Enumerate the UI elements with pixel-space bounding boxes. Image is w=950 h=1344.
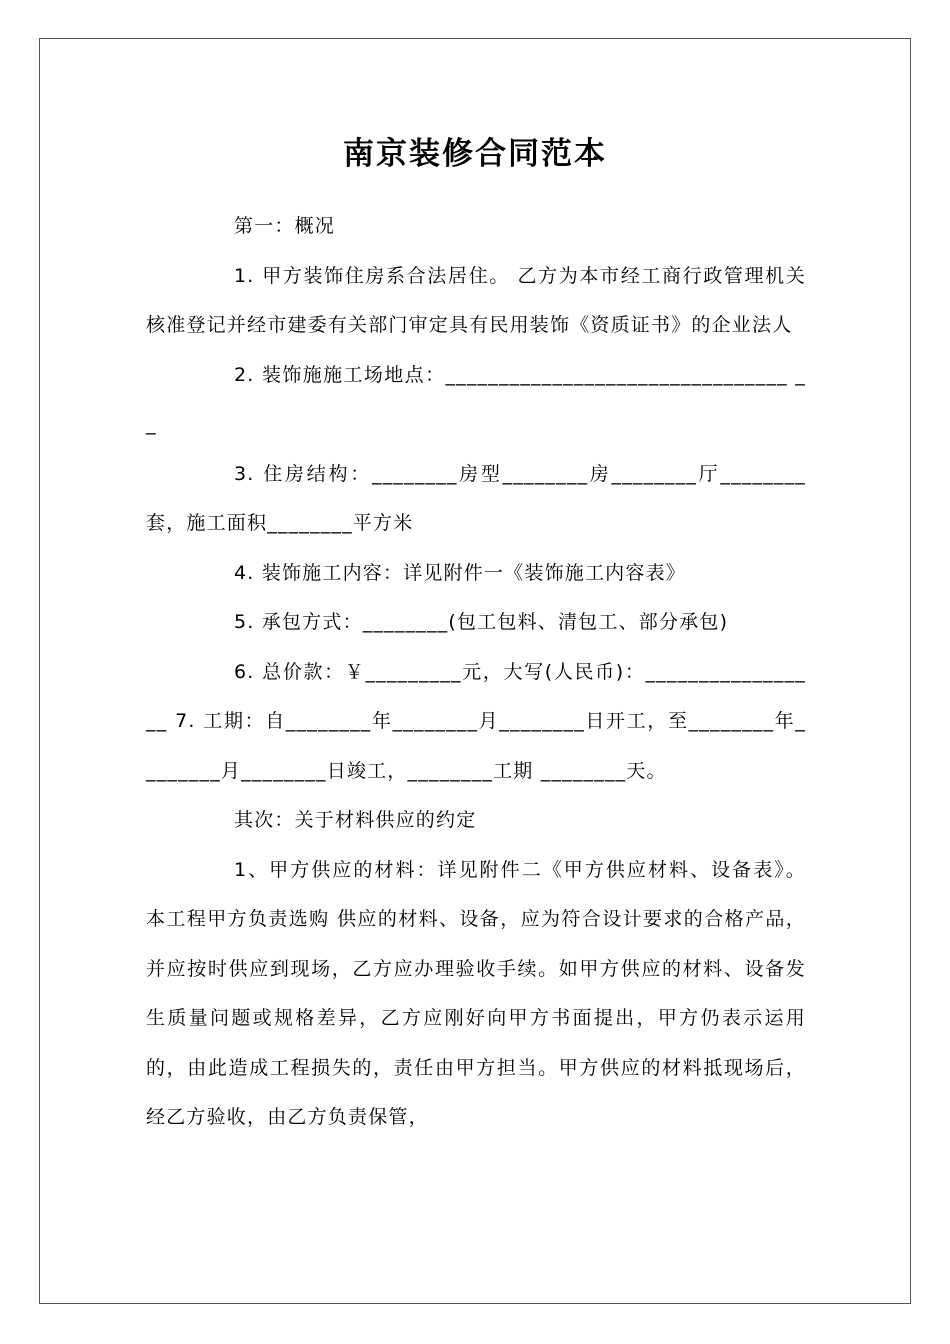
clause-6-7-price-schedule: 6. 总价款：￥_________元，大写(人民币)：_________________ 7. 工期：自________年________月________日开工，至________年________月________日竣工，________工期 ________天。 [146,660,806,782]
clause-2-site: 2. 装饰施施工场地点：________________________________ __ [146,363,806,435]
document-title: 南京装修合同范本 [343,136,607,172]
clause-materials-1: 1、甲方供应的材料：详见附件二《甲方供应材料、设备表》。 本工程甲方负责选购 供应的材料、设备，应为符合设计要求的合格产品，并应按时供应到现场，乙方应办理验收手续。如甲方供应的材料、设备发生质量问题或规格差异，乙方应刚好向甲方书面提出，甲方仍表示运用的，由此造成工程损失的，责任由甲方担当。甲方供应的材料抵现场后，经乙方验收，由乙方负责保管， [146,858,806,1128]
clause-1-parties: 1. 甲方装饰住房系合法居住。 乙方为本市经工商行政管理机关核准登记并经市建委有关部门审定具有民用装饰《资质证书》的企业法人 [146,264,806,336]
section-heading-overview: 第一：概况 [234,215,336,237]
clause-5-contract-mode: 5. 承包方式：________(包工包料、清包工、部分承包) [234,611,729,633]
clause-4-content: 4. 装饰施工内容：详见附件一《装饰施工内容表》 [234,561,686,584]
clause-3-structure: 3. 住房结构：________房型________房________厅________套，施工面积________平方米 [146,462,806,534]
section-heading-materials: 其次：关于材料供应的约定 [234,809,477,831]
document-body [146,202,806,1143]
